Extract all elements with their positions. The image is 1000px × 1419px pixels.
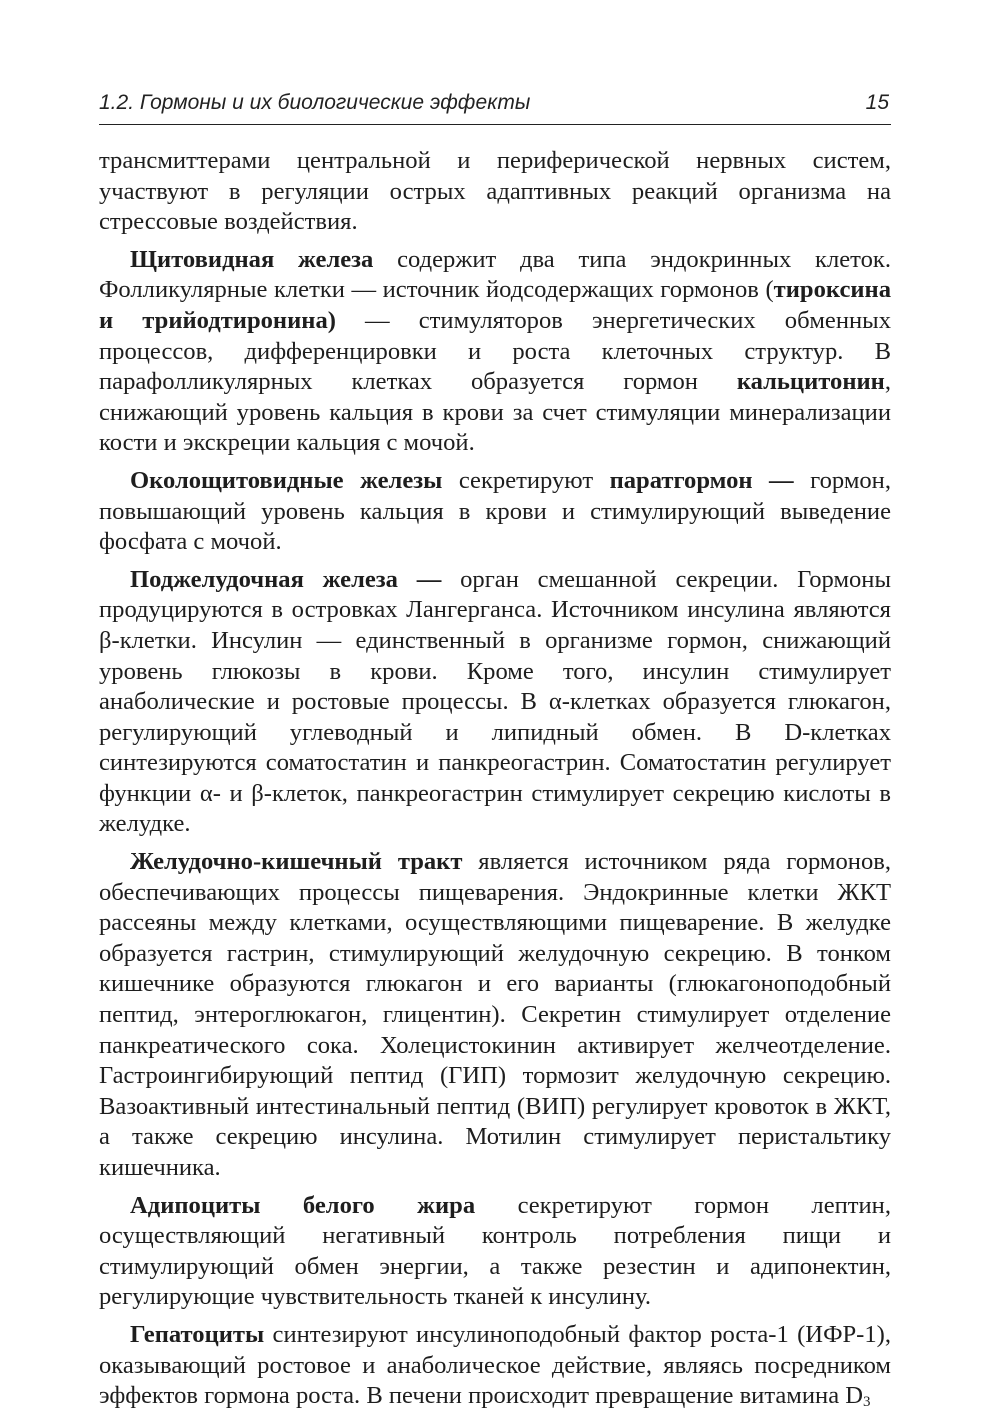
subscript: 3 <box>863 1394 871 1411</box>
paragraph-text: — стимуляторов энергетических обменных процессов, дифференцировки и роста клеточных структур. В парафолликулярных клетках образуется гормон <box>99 306 891 396</box>
term-gi-tract: Желудочно-кишечный тракт <box>130 848 463 876</box>
term-parathormone: паратгормон — <box>609 466 794 494</box>
term-adipocytes: Адипоциты белого жира <box>130 1191 476 1219</box>
paragraph-text: синтезируют инсулиноподобный фактор роста-1 (ИФР-1), оказывающий ростовое и анаболическое действие, являясь посредником эффектов гормона роста. В печени происходит превращение витамина D <box>99 1320 891 1410</box>
term-calcitonin: кальцитонин <box>736 368 885 396</box>
term-thyroxine: тироксина и трийодтиронина) <box>99 276 891 334</box>
paragraph-intro <box>99 146 891 238</box>
paragraph-hepatocytes <box>99 1320 891 1412</box>
page-header <box>99 86 891 125</box>
term-parathyroid: Околощитовидные железы <box>130 466 443 494</box>
paragraph-adipocytes <box>99 1191 891 1313</box>
term-hepatocytes: Гепатоциты <box>130 1320 265 1348</box>
page-number: 15 <box>865 91 889 114</box>
paragraph-parathyroid <box>99 466 891 558</box>
paragraph-text: , снижающий уровень кальция в крови за счет стимуляции минерализации кости и экскреции кальция с мочой. <box>99 368 891 457</box>
paragraph-text: секретируют <box>442 466 610 494</box>
paragraph-text: орган смешанной секреции. Гормоны продуцируются в островках Лангерганса. Источником инсулина являются β-клетки. Инсулин — единственный в организме гормон, снижающий уровень глюкозы в крови. Кроме того, инсулин стимулирует анаболические и ростовые процессы. В α-клетках образуется глюкагон, регулирующий углеводный и липидный обмен. В D-клетках синтезируются соматостатин и панкреогастрин. Соматостатин регулирует функции α- и β-клеток, панкреогастрин стимулирует секрецию кислоты в желудке. <box>99 565 891 838</box>
paragraph-text: содержит два типа эндокринных клеток. Фолликулярные клетки — источник йодсодержащих гормонов ( <box>99 245 891 304</box>
paragraph-thyroid <box>99 245 891 459</box>
body-text <box>99 146 891 1419</box>
term-pancreas: Поджелудочная железа — <box>130 565 442 593</box>
paragraph-text: гормон, повышающий уровень кальция в крови и стимулирующий выведение фосфата с мочой. <box>99 466 891 556</box>
paragraph-text: трансмиттерами центральной и периферической нервных систем, участвуют в регуляции острых адаптивных реакций организма на стрессовые воздействия. <box>99 147 891 236</box>
paragraph-text: секретируют гормон лептин, осуществляющий негативный контроль потребления пищи и стимулирующий обмен энергии, а также резестин и адипонектин, регулирующие чувствительность тканей к инсулину. <box>99 1191 891 1311</box>
paragraph-pancreas <box>99 565 891 840</box>
paragraph-gi-tract <box>99 847 891 1184</box>
running-chapter-title: 1.2. Гормоны и их биологические эффекты <box>99 91 531 114</box>
paragraph-text: является источником ряда гормонов, обеспечивающих процессы пищеварения. Эндокринные клетки ЖКТ рассеяны между клетками, осуществляющими пищеварение. В желудке образуется гастрин, стимулирующий желудочную секрецию. В тонком кишечнике образуются глюкагон и его варианты (глюкагоноподобный пептид, энтероглюкагон, глицентин). Секретин стимулирует отделение панкреатического сока. Холецистокинин активирует желчеотделение. Гастроингибирующий пептид (ГИП) тормозит желудочную секрецию. Вазоактивный интестинальный пептид (ВИП) регулирует кровоток в ЖКТ, а также секрецию инсулина. Мотилин стимулирует перистальтику кишечника. <box>99 848 892 1181</box>
term-thyroid: Щитовидная железа <box>130 245 374 273</box>
